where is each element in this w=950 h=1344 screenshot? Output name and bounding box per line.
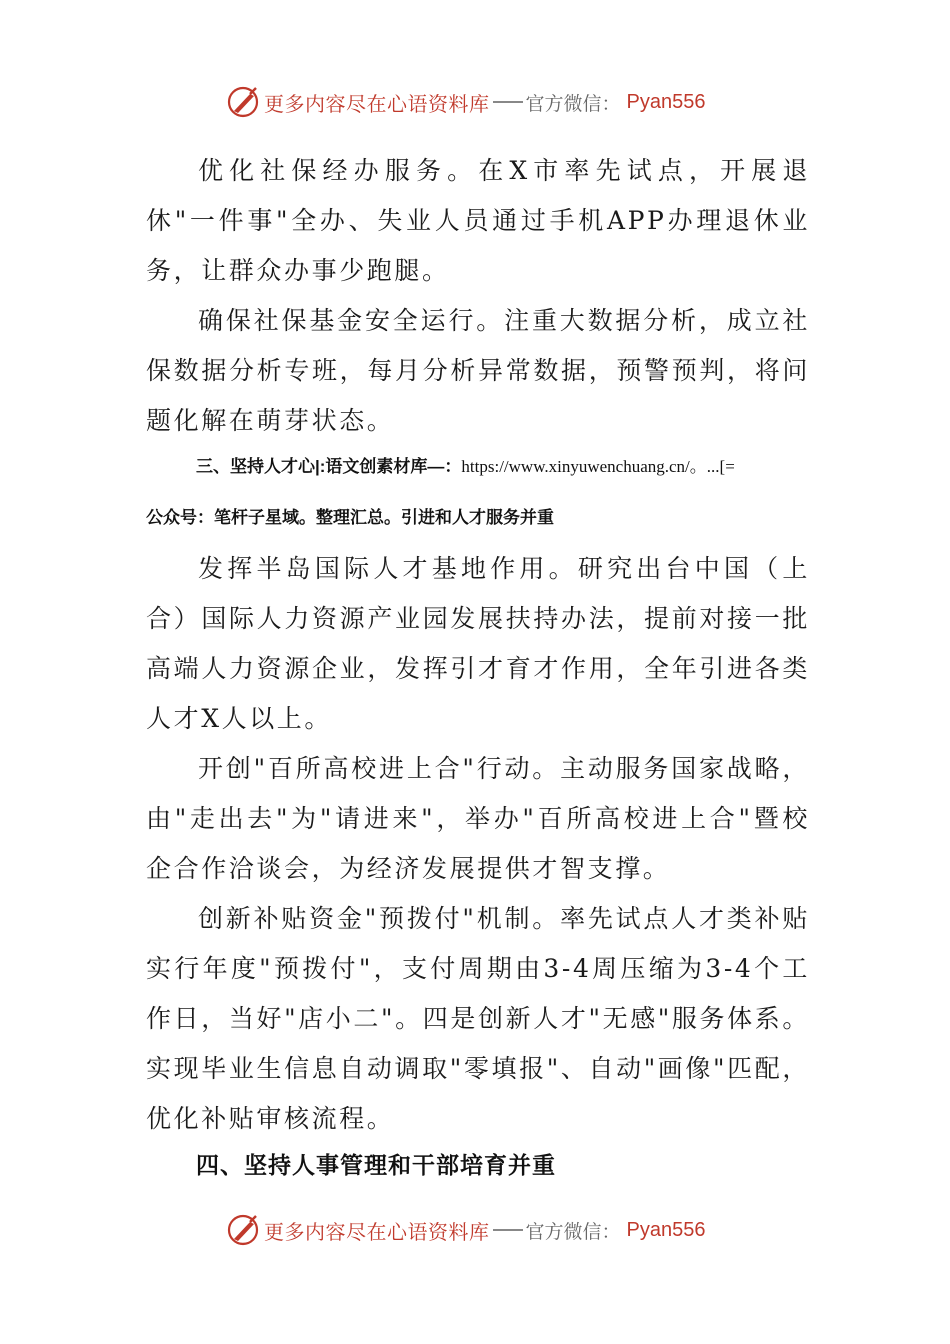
paragraph-subsidy: 创新补贴资金"预拨付"机制。率先试点人才类补贴实行年度"预拨付"，支付周期由3-4周压缩为3-4个工作日，当好"店小二"。四是创新人才"无感"服务体系。实现毕业生信息自动调取"零填报"、自动"画像"匹配，优化补贴审核流程。 [146,904,810,1133]
banner-dash [493,101,523,103]
heading-three-url: https://www.xinyuwenchuang.cn/。...[= [461,457,735,476]
paragraph-talent-base: 发挥半岛国际人才基地作用。研究出台中国（上合）国际人力资源产业园发展扶持办法，提前对接一批高端人力资源企业，发挥引才育才作用，全年引进各类人才X人以上。 [146,554,810,733]
paragraph-fund-safety: 确保社保基金安全运行。注重大数据分析，成立社保数据分析专班，每月分析异常数据，预警预判，将问题化解在萌芽状态。 [146,306,810,435]
fountain-pen-icon [226,84,262,120]
fountain-pen-icon [226,1212,262,1248]
banner-wechat: Pyan556 [626,90,706,113]
heading-four: 四、坚持人事管理和干部培育并重 [196,1153,556,1179]
paragraph-social-security-service: 优化社保经办服务。在X市率先试点，开展退休"一件事"全办、失业人员通过手机APP办理退休业务，让群众办事少跑腿。 [146,156,810,285]
heading-three-part2: 公众号：笔杆子星域。整理汇总。引进和人才服务并重 [146,508,554,527]
heading-three-line1 [146,452,876,482]
banner-official: 官方微信： [525,1220,621,1243]
header-banner [226,84,705,120]
heading-three-line2 [146,503,826,533]
footer-banner [226,1212,705,1248]
banner-official: 官方微信： [525,92,621,115]
heading-three-part1: 三、坚持人才心|:语文创素材库—： [196,457,462,476]
banner-brand: 更多内容尽在心语资料库 [264,91,490,116]
banner-dash [493,1229,523,1231]
paragraph-universities: 开创"百所高校进上合"行动。主动服务国家战略，由"走出去"为"请进来"，举办"百所高校进上合"暨校企合作洽谈会，为经济发展提供才智支撑。 [146,754,810,883]
banner-wechat: Pyan556 [626,1218,706,1241]
banner-brand: 更多内容尽在心语资料库 [264,1219,490,1244]
